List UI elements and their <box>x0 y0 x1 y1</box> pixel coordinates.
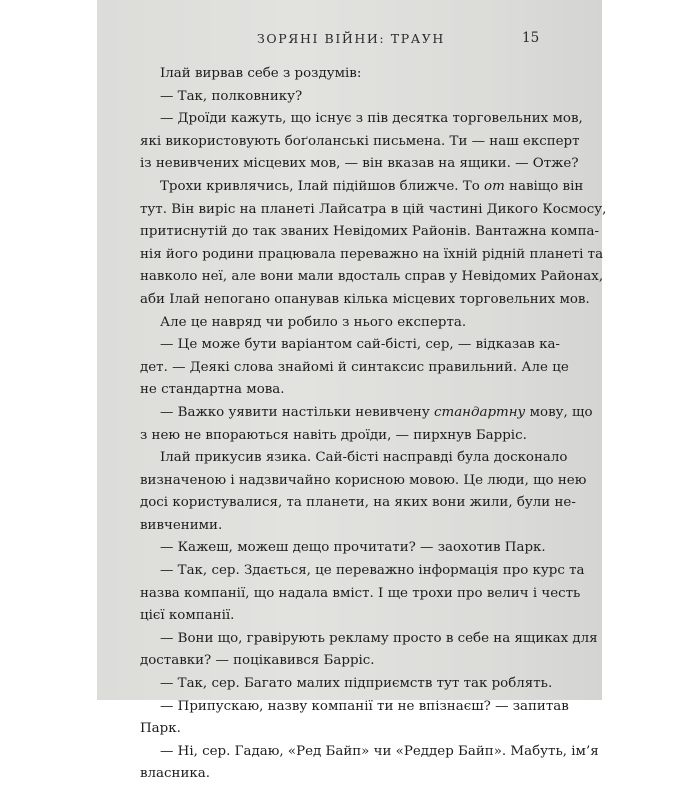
text-line: — Ні, сер. Гадаю, «Ред Байп» чи «Реддер Байп». Мабуть, ім’я <box>160 743 599 759</box>
text-line: — Це може бути варіантом сай-бісті, сер, — відказав ка- <box>160 337 560 353</box>
text-line: тут. Він виріс на планеті Лайсатра в цій частині Дикого Космосу, <box>140 201 607 217</box>
text-line: Ілай прикусив язика. Сай-бісті насправді була досконало <box>160 450 568 466</box>
italic-emphasis: стандартну <box>434 404 526 420</box>
running-title: ЗОРЯНІ ВІЙНИ: ТРАУН <box>257 31 445 46</box>
page-number: 15 <box>522 30 540 46</box>
text-line: дет. — Деякі слова знайомі й синтаксис правильний. Але це <box>140 359 569 375</box>
text-line: вивченими. <box>140 517 223 533</box>
text-line: нія його родини працювала переважно на їхній рідній планеті та <box>140 246 604 262</box>
text-line: цієї компанії. <box>140 608 235 624</box>
text-line: досі користувалися, та планети, на яких вони жили, були не- <box>140 495 576 511</box>
text-line: притиснутій до так званих Невідомих Районів. Вантажна компа- <box>140 224 600 240</box>
text-line: з нею не впораються навіть дроїди, — пирхнув Барріс. <box>140 427 527 443</box>
text-line <box>140 402 593 425</box>
text-line <box>140 176 584 199</box>
text-line: назва компанії, що надала вміст. І ще трохи про велич і честь <box>140 585 581 601</box>
text-line: — Так, полковнику? <box>160 88 303 104</box>
text-run: навіщо він <box>504 178 584 194</box>
text-line: — Кажеш, можеш дещо прочитати? — заохотив Парк. <box>160 540 546 556</box>
text-line: — Так, сер. Багато малих підприємств тут так роблять. <box>160 676 553 692</box>
text-line: аби Ілай непогано опанував кілька місцевих торговельних мов. <box>140 291 590 307</box>
text-line: визначеною і надзвичайно корисною мовою. Це люди, що нею <box>140 472 587 488</box>
body-text <box>140 63 607 786</box>
text-line: які використовують боґоланські письмена. Ти — наш експерт <box>140 133 580 149</box>
text-line: Парк. <box>140 721 181 737</box>
text-line: — Вони що, гравірують рекламу просто в себе на ящиках для <box>160 630 598 646</box>
book-page <box>97 0 607 782</box>
text-line: навколо неї, але вони мали вдосталь справ у Невідомих Районах, <box>140 269 604 285</box>
text-line: — Припускаю, назву компанії ти не впізнаєш? — запитав <box>160 698 569 714</box>
text-run: мову, що <box>525 404 593 420</box>
text-line: власника. <box>140 766 210 782</box>
text-line: Ілай вирвав себе з роздумів: <box>160 66 362 81</box>
running-head <box>97 31 602 51</box>
text-line: — Так, сер. Здається, це переважно інформація про курс та <box>160 563 585 579</box>
text-line: доставки? — поцікавився Барріс. <box>140 653 375 669</box>
text-run: Трохи кривлячись, Ілай підійшов ближче. То <box>160 178 485 194</box>
text-line: Але це навряд чи робило з нього експерта. <box>160 314 467 330</box>
italic-emphasis: от <box>484 178 505 194</box>
text-run: — Важко уявити настільки невивчену <box>160 404 434 420</box>
text-line: із невивчених місцевих мов, — він вказав на ящики. — Отже? <box>140 156 579 172</box>
text-line: не стандартна мова. <box>140 382 285 398</box>
text-line: — Дроїди кажуть, що існує з пів десятка торговельних мов, <box>160 111 583 127</box>
